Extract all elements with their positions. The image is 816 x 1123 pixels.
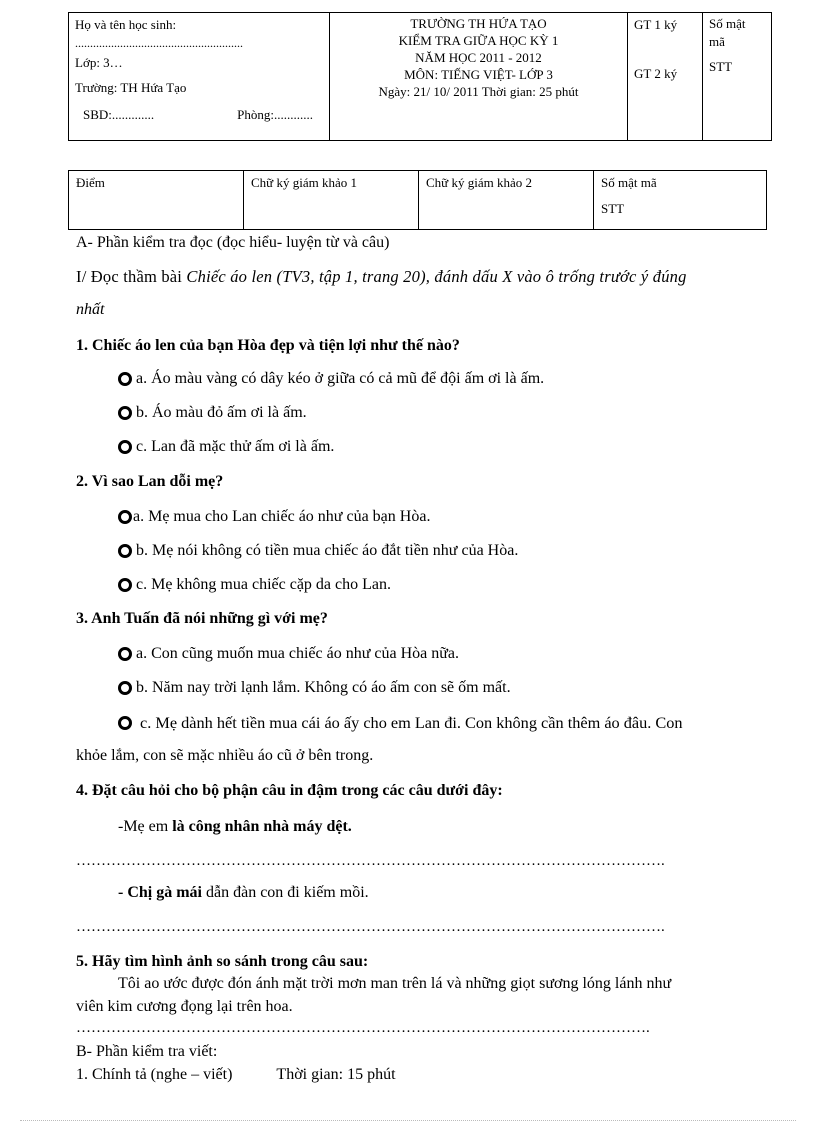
scores-secret-code: Số mật mã: [601, 175, 657, 190]
student-info-cell: [69, 13, 330, 141]
q5-answer-line[interactable]: …………………………………………………………………………………………………….: [76, 1020, 650, 1036]
instruction-italic: Chiếc áo len (TV3, tập 1, trang 20), đánh dấu X vào ô trống trước ý đúng: [186, 267, 687, 286]
question-5: 5. Hãy tìm hình ảnh so sánh trong câu sau:: [76, 953, 369, 970]
instruction-prefix: I/ Đọc thầm bài: [76, 267, 187, 286]
q3-option-a-text: a. Con cũng muốn mua chiếc áo như của Hòa nữa.: [136, 645, 460, 662]
q5-line-1: Tôi ao ước được đón ánh mặt trời mơn man trên lá và những giọt sương lóng lánh như: [118, 975, 672, 992]
secret-code-label: Số mật mã: [709, 16, 746, 49]
student-name-label: Họ và tên học sinh:: [75, 17, 177, 32]
question-3: 3. Anh Tuấn đã nói những gì với mẹ?: [76, 610, 328, 627]
school-name: TRƯỜNG TH HỨA TẠO: [410, 16, 547, 31]
examiner1-cell: Chữ ký giám khảo 1: [244, 171, 419, 230]
q3-option-c-text: c. Mẹ dành hết tiền mua cái áo ấy cho em Lan đi. Con không cần thêm áo đâu. Con: [140, 713, 683, 732]
school-year: NĂM HỌC 2011 - 2012: [415, 50, 542, 65]
q1-option-c[interactable]: [118, 438, 334, 456]
q1-option-a-text: a. Áo màu vàng có dây kéo ở giữa có cả mũ để đội ấm ơi là ấm.: [136, 370, 545, 387]
q1-option-b-text: b. Áo màu đỏ ấm ơi là ấm.: [136, 404, 307, 421]
q4-answer-line-1[interactable]: ……………………………………………………………………………………………………….: [76, 853, 665, 869]
header-table: [68, 12, 772, 141]
q1-option-b[interactable]: [118, 404, 307, 422]
exam-title: KIỂM TRA GIỮA HỌC KỲ 1: [398, 33, 559, 48]
q2-option-b[interactable]: [118, 542, 518, 560]
q2-option-a[interactable]: [118, 508, 430, 526]
score-cell: Điểm: [69, 171, 244, 230]
scores-stt: STT: [601, 201, 625, 216]
q4-s2-plain: dẫn đàn con đi kiếm mồi.: [202, 884, 369, 901]
subject: MÔN: TIẾNG VIỆT- LỚP 3: [404, 67, 553, 82]
q2-option-b-text: b. Mẹ nói không có tiền mua chiếc áo đắt tiền như của Hòa.: [136, 542, 519, 559]
radio-bullet-icon[interactable]: [118, 544, 132, 558]
part-b-time: Thời gian: 15 phút: [276, 1066, 396, 1083]
q3-option-c-cont: khỏe lắm, con sẽ mặc nhiều áo cũ ở bên trong.: [76, 747, 374, 764]
q3-option-a[interactable]: [118, 645, 459, 663]
radio-bullet-icon[interactable]: [118, 372, 132, 386]
code-cell: [703, 13, 772, 141]
q1-option-a[interactable]: [118, 370, 544, 388]
part-b-item-1-label: 1. Chính tả (nghe – viết): [76, 1066, 233, 1083]
question-1: 1. Chiếc áo len của bạn Hòa đẹp và tiện lợi như thế nào?: [76, 337, 460, 354]
q3-option-b[interactable]: [118, 679, 511, 697]
gt2-label: GT 2 ký: [634, 66, 678, 81]
q2-option-c[interactable]: [118, 576, 391, 594]
sbd-label: SBD:.............: [83, 107, 155, 122]
instruction-italic-cont: nhất: [76, 301, 105, 318]
q4-s1-bold: là công nhân nhà máy dệt.: [172, 818, 352, 835]
page-bottom-divider: [20, 1120, 796, 1121]
radio-bullet-icon[interactable]: [118, 510, 132, 524]
q4-sentence-2: [118, 884, 369, 902]
exam-info-cell: [330, 13, 628, 141]
radio-bullet-icon[interactable]: [118, 440, 132, 454]
q3-option-c[interactable]: [118, 713, 683, 733]
school-label: Trường: TH Hứa Tạo: [75, 80, 187, 95]
question-2: 2. Vì sao Lan dỗi mẹ?: [76, 473, 224, 490]
stt-label: STT: [709, 59, 733, 74]
part-a-instruction: [76, 267, 687, 287]
part-b-title: B- Phần kiểm tra viết:: [76, 1043, 218, 1060]
gt-cell: [628, 13, 703, 141]
q4-s1-plain: -Mẹ em: [118, 818, 173, 835]
radio-bullet-icon[interactable]: [118, 716, 132, 730]
q4-sentence-1: [118, 818, 352, 836]
radio-bullet-icon[interactable]: [118, 406, 132, 420]
q4-answer-line-2[interactable]: ……………………………………………………………………………………………………….: [76, 919, 665, 935]
q2-option-c-text: c. Mẹ không mua chiếc cặp da cho Lan.: [136, 576, 392, 593]
scores-table: [68, 170, 767, 230]
secret-code-cell: [594, 171, 767, 230]
class-label: Lớp: 3…: [75, 55, 123, 70]
q1-option-c-text: c. Lan đã mặc thử ấm ơi là ấm.: [136, 438, 335, 455]
q4-s2-bold: - Chị gà mái: [118, 884, 202, 901]
question-4: 4. Đặt câu hỏi cho bộ phận câu in đậm trong các câu dưới đây:: [76, 782, 503, 799]
student-name-dots: ........................................................: [75, 36, 243, 50]
date-time: Ngày: 21/ 10/ 2011 Thời gian: 25 phút: [378, 84, 579, 99]
q3-option-b-text: b. Năm nay trời lạnh lắm. Không có áo ấm con sẽ ốm mất.: [136, 679, 511, 696]
part-b-item-1: [76, 1066, 396, 1084]
part-a-title: A- Phần kiểm tra đọc (đọc hiểu- luyện từ và câu): [76, 234, 390, 251]
radio-bullet-icon[interactable]: [118, 647, 132, 661]
examiner2-cell: Chữ ký giám khảo 2: [419, 171, 594, 230]
room-label: Phòng:............: [237, 107, 313, 122]
q2-option-a-text: a. Mẹ mua cho Lan chiếc áo như của bạn Hòa.: [133, 508, 431, 525]
q5-line-2: viên kim cương đọng lại trên hoa.: [76, 998, 293, 1015]
radio-bullet-icon[interactable]: [118, 681, 132, 695]
radio-bullet-icon[interactable]: [118, 578, 132, 592]
gt1-label: GT 1 ký: [634, 17, 678, 32]
